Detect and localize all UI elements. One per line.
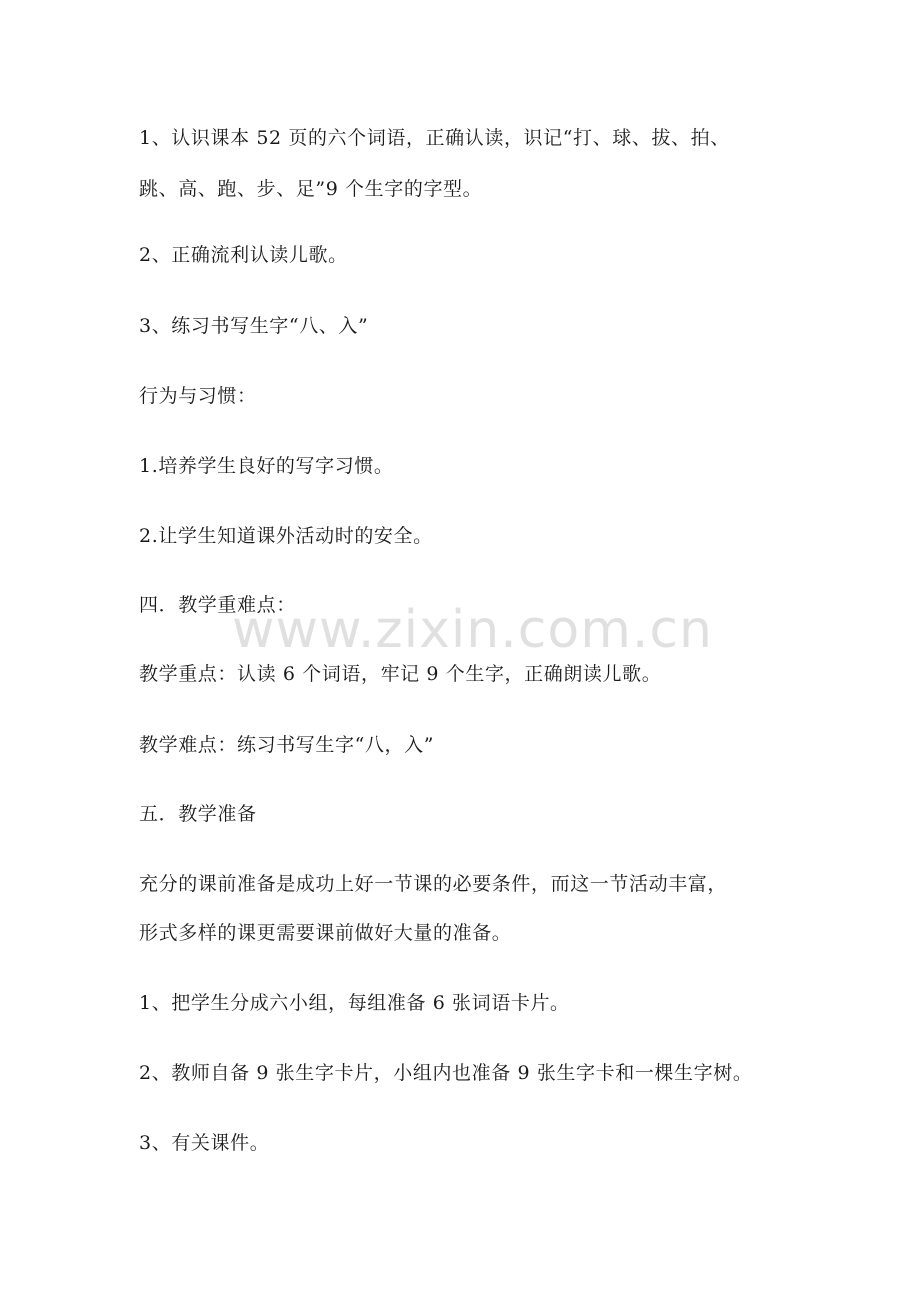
objective-1-line-1: 1、认识课本 52 页的六个词语，正确认读，识记“打、球、拔、拍、 bbox=[139, 127, 730, 149]
preparation-item-3: 3、有关课件。 bbox=[139, 1132, 270, 1154]
preparation-item-2: 2、教师自备 9 张生字卡片，小组内也准备 9 张生字卡和一棵生字树。 bbox=[139, 1062, 753, 1084]
objective-2: 2、正确流利认读儿歌。 bbox=[139, 244, 348, 266]
behavior-item-1: 1.培养学生良好的写字习惯。 bbox=[139, 455, 394, 477]
preparation-item-1: 1、把学生分成六小组，每组准备 6 张词语卡片。 bbox=[139, 992, 570, 1014]
key-point: 教学重点：认读 6 个词语，牢记 9 个生字，正确朗读儿歌。 bbox=[139, 663, 662, 685]
section-5-heading: 五．教学准备 bbox=[139, 803, 257, 825]
preparation-paragraph-line-1: 充分的课前准备是成功上好一节课的必要条件，而这一节活动丰富， bbox=[139, 873, 728, 895]
behavior-heading: 行为与习惯： bbox=[139, 385, 257, 407]
preparation-paragraph-line-2: 形式多样的课更需要课前做好大量的准备。 bbox=[139, 922, 512, 944]
watermark: www.zixin.com.cn bbox=[232, 600, 713, 660]
section-4-heading: 四．教学重难点： bbox=[139, 594, 296, 616]
behavior-item-2: 2.让学生知道课外活动时的安全。 bbox=[139, 525, 433, 547]
difficult-point: 教学难点：练习书写生字“八，入” bbox=[139, 734, 435, 756]
objective-3: 3、练习书写生字“八、入” bbox=[139, 315, 369, 337]
objective-1-line-2: 跳、高、跑、步、足”9 个生字的字型。 bbox=[139, 178, 483, 200]
